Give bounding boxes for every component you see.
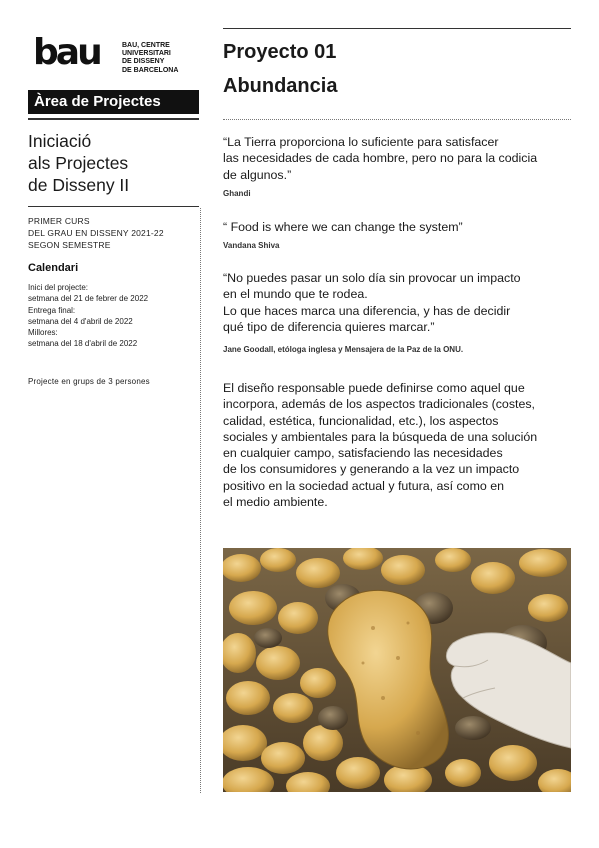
potatoes-image	[223, 548, 571, 792]
column-divider	[200, 208, 201, 793]
calendar-heading: Calendari	[28, 262, 79, 274]
quote-text: “No puedes pasar un solo día sin provocar un impacto en el mundo que te rodea. Lo que haces marca una diferencia, y has de decidir qué tipo de diferencia quieres marcar.”	[223, 271, 521, 334]
divider	[28, 206, 199, 207]
dotted-divider	[223, 119, 571, 120]
calendar-item: setmana del 4 d'abril de 2022	[28, 316, 133, 326]
body-paragraph: El diseño responsable puede definirse como aquel que incorpora, además de los aspectos tradicionales (costes, calidad, estética, funcionalidad, etc.), los aspectos sociales y ambientales para la búsqueda de una solución en cualquier campo, satisfaciendo las necesidades de los consumidores y generando a la vez un impacto positivo en la sociedad actual y futura, así como en el medio ambiente.	[223, 381, 538, 510]
calendar-item: Entrega final:	[28, 305, 76, 315]
divider	[28, 118, 199, 120]
area-label: Àrea de Projectes	[28, 90, 199, 114]
quote-author: Ghandi	[223, 189, 251, 198]
quote-author: Vandana Shiva	[223, 241, 280, 250]
calendar-item: Inici del projecte:	[28, 283, 89, 292]
calendar-list	[28, 282, 203, 350]
bau-logo	[33, 32, 203, 78]
calendar-item: Millores:	[28, 328, 58, 338]
quote-author: Jane Goodall, etóloga inglesa y Mensajera de la Paz de la ONU.	[223, 345, 464, 354]
groups-note: Projecte en grups de 3 persones	[28, 377, 150, 386]
logo-mark: bau	[33, 32, 100, 73]
quote-text: “La Tierra proporciona lo suficiente para satisfacer las necesidades de cada hombre, pero no para la codicia de algunos.”	[223, 135, 538, 182]
course-title: Iniciació als Projectes de Disseny II	[28, 131, 130, 195]
course-info: PRIMER CURS DEL GRAU EN DISSENY 2021-22 SEGON SEMESTRE	[28, 216, 164, 250]
page-subtitle: Abundancia	[223, 75, 338, 97]
calendar-item: setmana del 21 de febrer de 2022	[28, 294, 149, 304]
page-title: Proyecto 01	[223, 41, 337, 63]
logo-institution-name: BAU, CENTRE UNIVERSITARI DE DISSENY DE BARCELONA	[122, 42, 179, 74]
top-rule	[223, 28, 571, 29]
calendar-item: setmana del 18 d'abril de 2022	[28, 339, 138, 349]
quote-text: “ Food is where we can change the system”	[223, 220, 463, 234]
potatoes-photo	[223, 548, 571, 792]
